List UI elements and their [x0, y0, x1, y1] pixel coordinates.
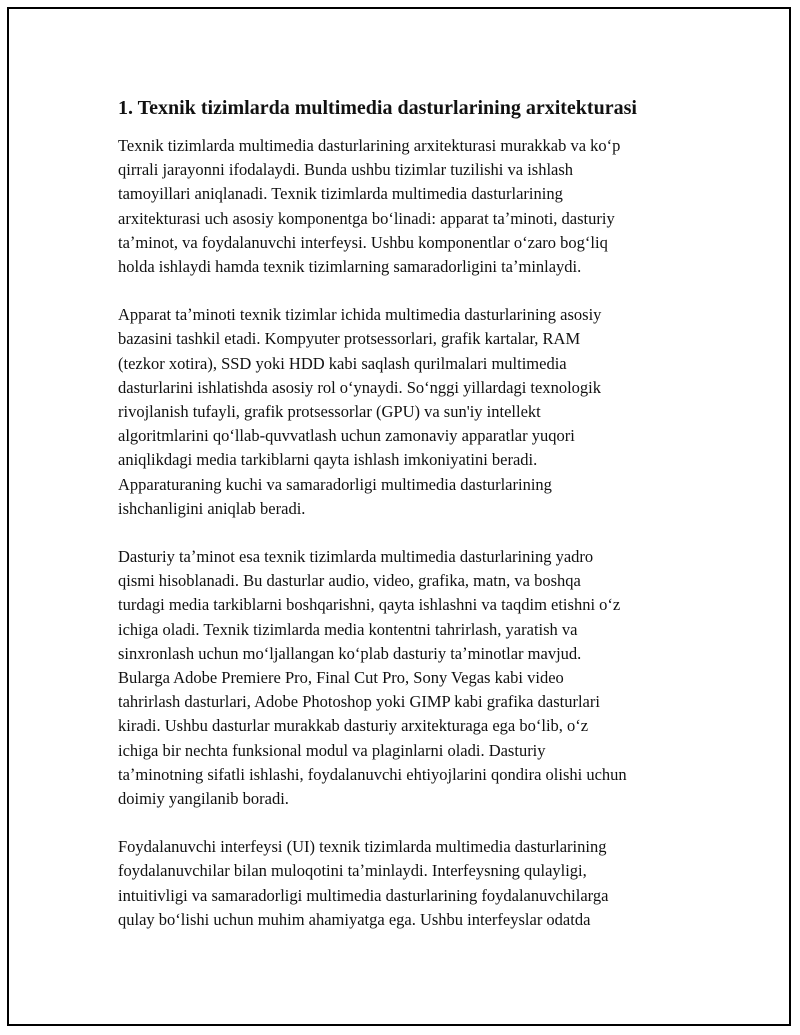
- text-line: rivojlanish tufayli, grafik protsessorlar (GPU) va sun'iy intellekt: [118, 402, 541, 422]
- text-line: qirrali jarayonni ifodalaydi. Bunda ushbu tizimlar tuzilishi va ishlash: [118, 160, 574, 180]
- text-line: holda ishlaydi hamda texnik tizimlarning samaradorligini taʼminlaydi.: [118, 257, 582, 277]
- text-line: (tezkor xotira), SSD yoki HDD kabi saqlash qurilmalari multimedia: [118, 353, 567, 373]
- text-line: arxitekturasi uch asosiy komponentga boʻlinadi: apparat taʼminoti, dasturiy: [118, 208, 615, 228]
- text-line: Dasturiy taʼminot esa texnik tizimlarda multimedia dasturlarining yadro: [118, 547, 594, 567]
- text-line: turdagi media tarkiblarni boshqarishni, qayta ishlashni va taqdim etishni oʻz: [118, 595, 621, 615]
- paragraph-user-interface: [118, 835, 694, 932]
- text-line: dasturlarini ishlatishda asosiy rol oʻynaydi. Soʻnggi yillardagi texnologik: [118, 377, 602, 397]
- section-heading: 1. Texnik tizimlarda multimedia dasturlarining arxitekturasi: [118, 97, 637, 119]
- text-line: foydalanuvchilar bilan muloqotini taʼminlaydi. Interfeysning qulayligi,: [118, 861, 587, 881]
- text-line: algoritmlarini qoʻllab-quvvatlash uchun zamonaviy apparatlar yuqori: [118, 426, 575, 446]
- paragraph-hardware: [118, 303, 694, 521]
- text-line: Foydalanuvchi interfeysi (UI) texnik tizimlarda multimedia dasturlarining: [118, 837, 607, 857]
- text-line: doimiy yangilanib boradi.: [118, 789, 289, 809]
- text-line: qulay boʻlishi uchun muhim ahamiyatga ega. Ushbu interfeyslar odatda: [118, 909, 591, 929]
- document-body: [118, 96, 694, 956]
- text-line: qismi hisoblanadi. Bu dasturlar audio, video, grafika, matn, va boshqa: [118, 571, 581, 591]
- text-line: Texnik tizimlarda multimedia dasturlarining arxitekturasi murakkab va koʻp: [118, 136, 621, 155]
- text-line: ichiga bir nechta funksional modul va plaginlarni oladi. Dasturiy: [118, 740, 546, 760]
- text-line: ichiga oladi. Texnik tizimlarda media kontentni tahrirlash, yaratish va: [118, 619, 578, 639]
- paragraph-architecture-overview: [118, 134, 694, 279]
- text-line: aniqlikdagi media tarkiblarni qayta ishlash imkoniyatini beradi.: [118, 450, 538, 470]
- text-line: ishchanligini aniqlab beradi.: [118, 498, 306, 518]
- text-line: intuitivligi va samaradorligi multimedia dasturlarining foydalanuvchilarga: [118, 885, 609, 905]
- text-line: tahrirlash dasturlari, Adobe Photoshop yoki GIMP kabi grafika dasturlari: [118, 692, 600, 712]
- text-line: sinxronlash uchun moʻljallangan koʻplab dasturiy taʼminotlar mavjud.: [118, 643, 582, 663]
- paragraph-software: [118, 545, 694, 811]
- text-line: tamoyillari aniqlanadi. Texnik tizimlarda multimedia dasturlarining: [118, 184, 563, 204]
- text-line: Apparaturaning kuchi va samaradorligi multimedia dasturlarining: [118, 474, 552, 494]
- text-line: Apparat taʼminoti texnik tizimlar ichida multimedia dasturlarining asosiy: [118, 305, 602, 325]
- text-line: bazasini tashkil etadi. Kompyuter protsessorlari, grafik kartalar, RAM: [118, 329, 581, 349]
- text-line: taʼminot, va foydalanuvchi interfeysi. Ushbu komponentlar oʻzaro bogʻliq: [118, 232, 608, 252]
- text-line: taʼminotning sifatli ishlashi, foydalanuvchi ehtiyojlarini qondira olishi uchun: [118, 764, 627, 784]
- text-line: kiradi. Ushbu dasturlar murakkab dasturiy arxitekturaga ega boʻlib, oʻz: [118, 716, 589, 736]
- text-line: Bularga Adobe Premiere Pro, Final Cut Pro, Sony Vegas kabi video: [118, 668, 564, 688]
